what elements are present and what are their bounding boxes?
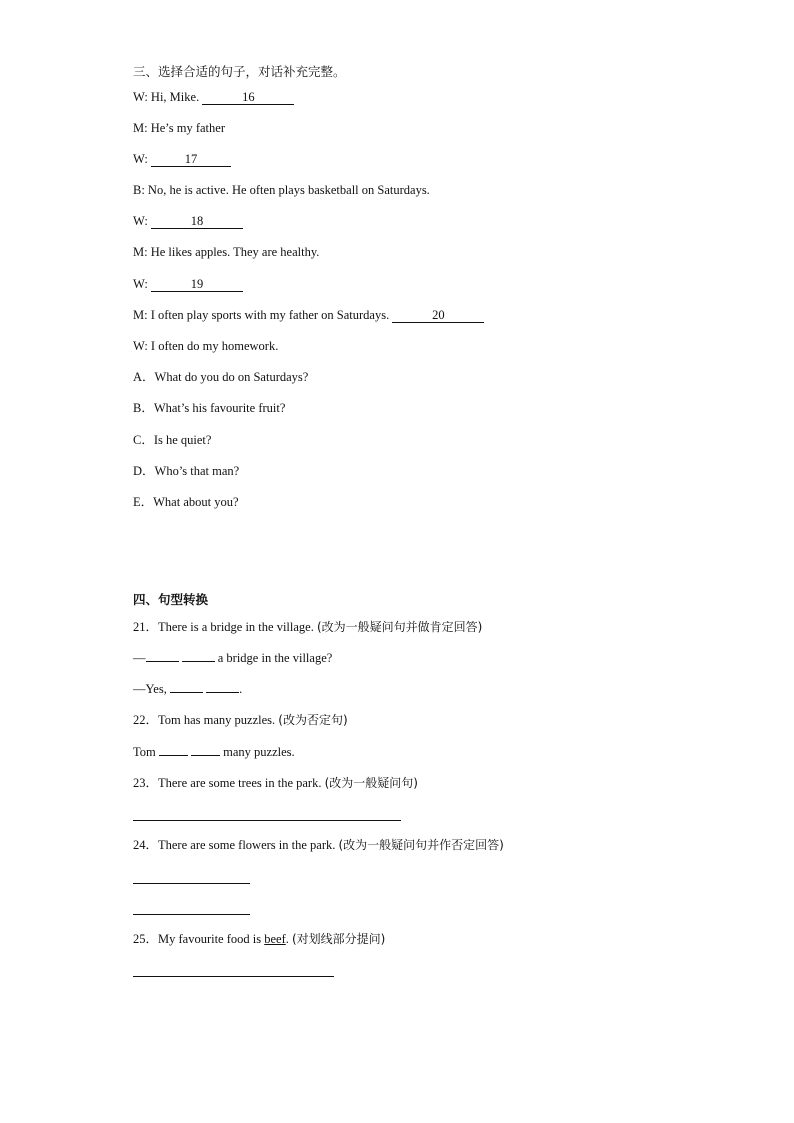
- question-21: 21．There is a bridge in the village. (改为一般疑问句并做肯定回答): [133, 620, 483, 634]
- question-25: 25．My favourite food is beef. (对划线部分提问): [133, 932, 386, 946]
- answer-blank-19[interactable]: 19: [151, 278, 243, 292]
- answer-blank-18[interactable]: 18: [151, 215, 243, 229]
- dialogue-line: B: No, he is active. He often plays basketball on Saturdays.: [133, 183, 430, 197]
- answer-blank-16[interactable]: 16: [202, 91, 294, 105]
- dialogue-line: W: I often do my homework.: [133, 339, 279, 353]
- option-c: C．Is he quiet?: [133, 433, 212, 447]
- answer-blank[interactable]: [159, 755, 188, 756]
- answer-blank-20[interactable]: 20: [392, 309, 484, 323]
- dialogue-line-19: W: 19: [133, 276, 243, 292]
- answer-line[interactable]: [133, 820, 401, 821]
- question-23: 23．There are some trees in the park. (改为一般疑问句): [133, 776, 418, 790]
- dialogue-line-17: W: 17: [133, 151, 231, 167]
- section-4-title: 四、句型转换: [133, 592, 209, 607]
- answer-blank[interactable]: [206, 692, 239, 693]
- answer-blank[interactable]: [146, 661, 179, 662]
- section-3-title: 三、选择合适的句子，对话补充完整。: [133, 64, 346, 79]
- question-22-line: Tom many puzzles.: [133, 745, 295, 759]
- dialogue-line-20: M: I often play sports with my father on Saturdays. 20: [133, 307, 484, 323]
- dialogue-line: M: He likes apples. They are healthy.: [133, 245, 320, 259]
- option-a: A．What do you do on Saturdays?: [133, 370, 309, 384]
- option-b: B．What’s his favourite fruit?: [133, 401, 286, 415]
- dialogue-line-16: W: Hi, Mike. 16: [133, 89, 294, 105]
- answer-blank[interactable]: [182, 661, 215, 662]
- answer-blank[interactable]: [191, 755, 220, 756]
- answer-line[interactable]: [133, 976, 334, 977]
- answer-blank-17[interactable]: 17: [151, 153, 231, 167]
- dialogue-line-18: W: 18: [133, 213, 243, 229]
- question-21-line-2: —Yes, .: [133, 682, 243, 696]
- question-24: 24．There are some flowers in the park. (改为一般疑问句并作否定回答): [133, 838, 504, 852]
- question-22: 22．Tom has many puzzles. (改为否定句): [133, 713, 348, 727]
- underlined-word: beef: [264, 932, 286, 946]
- dialogue-line: M: He’s my father: [133, 121, 225, 135]
- answer-blank[interactable]: [170, 692, 203, 693]
- answer-line[interactable]: [133, 914, 250, 915]
- option-e: E．What about you?: [133, 495, 239, 509]
- answer-line[interactable]: [133, 883, 250, 884]
- option-d: D．Who’s that man?: [133, 464, 240, 478]
- question-21-line-1: — a bridge in the village?: [133, 651, 333, 665]
